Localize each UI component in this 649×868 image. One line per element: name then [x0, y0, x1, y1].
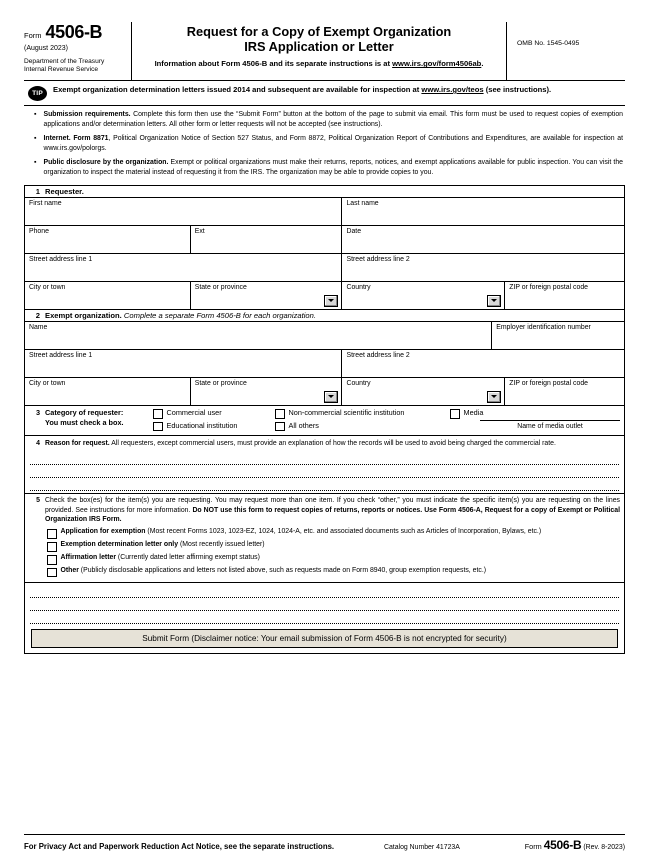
checkbox-desc-affirmation-letter: (Currently dated letter affirming exempt status) — [116, 554, 260, 562]
requester-street-row — [25, 254, 624, 282]
section-5-items — [25, 494, 624, 528]
checkbox-educational-institution[interactable] — [153, 421, 275, 432]
checkbox-icon[interactable] — [47, 529, 57, 539]
requester-state-field[interactable] — [191, 282, 343, 309]
checkbox-icon[interactable] — [47, 555, 57, 565]
section-5-text-bold: Do NOT use this form to request copies of returns, reports or notices. Use Form 4506-A, Request for a copy of Exempt or Political Organization IRS Form. — [45, 506, 620, 524]
checkbox-application-for-exemption[interactable] — [25, 527, 624, 540]
requester-state-dropdown[interactable] — [324, 295, 338, 307]
requester-city-label: City or town — [29, 283, 66, 291]
form-word-label: Form — [24, 31, 42, 40]
section-2-title-bold: Exempt organization. — [45, 311, 122, 321]
checkbox-all-others[interactable] — [275, 421, 450, 432]
org-name-field[interactable] — [25, 322, 492, 349]
bullet-body-0: Complete this form then use the “Submit Form” button at the bottom of the page to submit via email. This form must be used to request copies of exemption applications and/or determination letters. All other form or letter requests will not be accepted (see instructions). — [43, 111, 623, 128]
checkbox-noncommercial-scientific[interactable] — [275, 408, 450, 419]
org-street2-field[interactable] — [342, 350, 624, 377]
requester-phone-label: Phone — [29, 227, 49, 235]
form-header — [24, 22, 625, 81]
section-4-dotted-line[interactable] — [30, 478, 619, 491]
header-subtitle — [138, 59, 500, 68]
requester-date-field[interactable] — [342, 226, 624, 253]
checkbox-commercial-user[interactable] — [153, 408, 275, 419]
section-1-heading — [25, 186, 624, 198]
org-country-label: Country — [346, 379, 371, 387]
form-body — [24, 185, 625, 654]
section-4-text: All requesters, except commercial users, must provide an explanation of how the records will be used to avoid being charged the commercial rate. — [109, 439, 556, 447]
checkbox-icon[interactable] — [47, 542, 57, 552]
checkbox-icon[interactable] — [153, 422, 163, 432]
form-number: 4506-B — [45, 22, 103, 42]
org-name-label: Name — [29, 323, 48, 331]
catalog-number: Catalog Number 41723A — [384, 844, 460, 851]
bullet-body-2: Exempt or political organizations must make their returns, reports, notices, and exempt applications available for public inspection. You can visit the organization to inspect the material instead of requesting it from the IRS. The organization may be able to provide copies to you. — [43, 159, 623, 176]
checkbox-media[interactable] — [450, 408, 483, 419]
org-state-field[interactable] — [191, 378, 343, 405]
requester-first-name-field[interactable] — [25, 198, 342, 225]
org-street1-label: Street address line 1 — [29, 351, 93, 359]
checkbox-icon[interactable] — [450, 409, 460, 419]
org-city-row — [25, 378, 624, 406]
header-subtitle-prefix: Information about Form 4506-B and its separate instructions is at — [154, 59, 393, 69]
requester-last-name-label: Last name — [346, 199, 379, 207]
checkbox-affirmation-letter[interactable] — [25, 553, 624, 566]
section-5-dotted-line[interactable] — [30, 585, 619, 598]
bullet-dot-icon: ▪ — [34, 135, 37, 143]
omb-number: OMB No. 1545-0495 — [517, 40, 580, 47]
section-1-number: 1 — [35, 187, 40, 197]
instructions-bullets — [24, 106, 625, 180]
section-4-dotted-line[interactable] — [30, 465, 619, 478]
section-3-option-row-1 — [153, 408, 624, 421]
bullet-dot-icon: ▪ — [34, 111, 37, 118]
checkbox-desc-application-for-exemption: (Most recent Forms 1023, 1023-EZ, 1024, 1024-A, etc. and associated documents such as Articles of Incorporation, Bylaws, etc.) — [145, 528, 542, 536]
tip-callout — [24, 81, 625, 106]
checkbox-label-educational-institution: Educational institution — [166, 420, 238, 430]
bullet-lead-0: Submission requirements. — [43, 111, 131, 118]
chevron-down-icon — [328, 395, 334, 398]
tip-text-suffix: (see instructions). — [483, 85, 552, 94]
section-2-title-italic: Complete a separate Form 4506-B for each organization. — [121, 311, 316, 321]
chevron-down-icon — [328, 299, 334, 302]
bullet-body-1: , Political Organization Notice of Section 527 Status, and Form 8872, Political Organization Report of Contributions and Expenditures, are available for inspection at www.irs.gov/polorgs. — [43, 135, 623, 152]
org-ein-field[interactable] — [492, 322, 624, 349]
requester-country-field[interactable] — [342, 282, 505, 309]
section-4-dotted-line[interactable] — [30, 452, 619, 465]
checkbox-label-affirmation-letter: Affirmation letter — [60, 554, 117, 562]
checkbox-other[interactable] — [25, 566, 624, 579]
footer-form-word: Form — [524, 842, 542, 851]
chevron-down-icon — [491, 395, 497, 398]
privacy-act-notice: For Privacy Act and Paperwork Reduction Act Notice, see the separate instructions. — [24, 842, 335, 851]
bullet-submission-requirements — [28, 110, 623, 129]
checkbox-label-all-others: All others — [288, 420, 319, 430]
checkbox-label-media: Media — [463, 408, 484, 418]
requester-country-dropdown[interactable] — [487, 295, 501, 307]
requester-contact-row — [25, 226, 624, 254]
org-city-label: City or town — [29, 379, 66, 387]
section-3-label-line1: Category of requester: — [45, 408, 124, 418]
checkbox-label-application-for-exemption: Application for exemption — [60, 528, 146, 536]
bullet-dot-icon: ▪ — [34, 159, 37, 167]
section-4-reason — [25, 436, 624, 451]
section-5-write-in-area[interactable] — [25, 583, 624, 625]
department-line-2: Internal Revenue Service — [24, 66, 99, 74]
requester-city-field[interactable] — [25, 282, 191, 309]
bullet-internet — [28, 134, 623, 153]
form-page — [0, 22, 649, 868]
checkbox-label-commercial-user: Commercial user — [166, 408, 222, 418]
requester-ext-label: Ext — [194, 227, 205, 235]
checkbox-determination-letter-only[interactable] — [25, 540, 624, 553]
section-4-lead: Reason for request. — [45, 439, 110, 447]
chevron-down-icon — [491, 299, 497, 302]
teos-link[interactable]: www.irs.gov/teos — [421, 85, 484, 94]
requester-city-row — [25, 282, 624, 310]
org-state-label: State or province — [194, 379, 247, 387]
checkbox-label-determination-letter-only: Exemption determination letter only — [60, 541, 179, 549]
section-5-dotted-line[interactable] — [30, 611, 619, 624]
org-street2-label: Street address line 2 — [346, 351, 410, 359]
section-5-checkbox-list — [25, 527, 624, 582]
org-city-field[interactable] — [25, 378, 191, 405]
section-5-dotted-line[interactable] — [30, 598, 619, 611]
org-zip-field[interactable] — [505, 378, 624, 405]
requester-phone-field[interactable] — [25, 226, 191, 253]
section-4-number: 4 — [36, 439, 40, 447]
requester-street2-label: Street address line 2 — [346, 255, 410, 263]
requester-last-name-field[interactable] — [342, 198, 624, 225]
org-country-dropdown[interactable] — [487, 391, 501, 403]
section-3-number: 3 — [35, 408, 40, 418]
requester-name-row — [25, 198, 624, 226]
tip-icon: TIP — [28, 86, 47, 101]
department-block — [24, 58, 126, 74]
section-2-number: 2 — [35, 311, 40, 321]
page-title-line-1: Request for a Copy of Exempt Organization — [186, 24, 452, 39]
requester-street1-label: Street address line 1 — [29, 255, 93, 263]
org-ein-label: Employer identification number — [496, 323, 591, 331]
bullet-public-disclosure — [28, 158, 623, 177]
checkbox-icon[interactable] — [153, 409, 163, 419]
header-subtitle-suffix: . — [481, 59, 484, 69]
checkbox-icon[interactable] — [275, 422, 285, 432]
section-3-options — [153, 408, 624, 433]
irs-form-link[interactable]: www.irs.gov/form4506ab — [392, 59, 482, 69]
section-3-label-line2: You must check a box. — [45, 417, 124, 427]
requester-country-label: Country — [346, 283, 371, 291]
tip-text — [53, 85, 551, 95]
section-3-category — [25, 406, 624, 436]
requester-zip-label: ZIP or foreign postal code — [509, 283, 588, 291]
bullet-lead-2: Public disclosure by the organization. — [43, 159, 169, 167]
requester-ext-field[interactable] — [191, 226, 343, 253]
section-4-write-in-area[interactable] — [25, 451, 624, 493]
requester-zip-field[interactable] — [505, 282, 624, 309]
requester-first-name-label: First name — [29, 199, 62, 207]
requester-state-label: State or province — [194, 283, 247, 291]
submit-area — [25, 625, 624, 653]
checkbox-desc-determination-letter-only: (Most recently issued letter) — [178, 541, 265, 549]
checkbox-icon[interactable] — [275, 409, 285, 419]
requester-street1-field[interactable] — [25, 254, 342, 281]
form-revision-date: (August 2023) — [24, 45, 68, 52]
header-form-identity — [24, 22, 132, 80]
org-country-field[interactable] — [342, 378, 505, 405]
department-line-1: Department of the Treasury — [24, 58, 105, 65]
checkbox-label-noncommercial-scientific: Non-commercial scientific institution — [288, 408, 405, 418]
page-title-line-2: IRS Application or Letter — [244, 39, 394, 55]
checkbox-icon[interactable] — [47, 568, 57, 578]
section-5-text-1: Check the box(es) for the item(s) you are requesting. You may request more than one item. If you check “other,” you must indicate the specific item(s) you are requesting on the lines provided. See instructions for more information. — [45, 497, 620, 514]
section-1-title: Requester. — [45, 187, 84, 197]
checkbox-label-other: Other — [60, 566, 79, 574]
submit-form-button[interactable]: Submit Form (Disclaimer notice: Your email submission of Form 4506-B is not encrypted for security) — [31, 629, 618, 648]
media-outlet-label: Name of media outlet — [480, 420, 620, 430]
section-2-title — [45, 311, 316, 320]
section-3-label — [45, 408, 153, 433]
section-5-number: 5 — [36, 497, 40, 505]
bullet-lead-1: Internet. Form 8871 — [43, 135, 109, 143]
org-street-row — [25, 350, 624, 378]
header-title-block — [132, 22, 507, 80]
requester-date-label: Date — [346, 227, 362, 235]
requester-street2-field[interactable] — [342, 254, 624, 281]
org-zip-label: ZIP or foreign postal code — [509, 379, 588, 387]
org-street1-field[interactable] — [25, 350, 342, 377]
footer-form-number: 4506-B — [543, 838, 582, 852]
form-footer — [24, 834, 625, 852]
tip-text-prefix: Exempt organization determination letters issued 2014 and subsequent are available for inspection at — [53, 85, 422, 94]
org-state-dropdown[interactable] — [324, 391, 338, 403]
checkbox-desc-other: (Publicly disclosable applications and letters not listed above, such as requests made on Form 8940, group exemption requests, etc.) — [78, 566, 487, 574]
org-name-row — [25, 322, 624, 350]
footer-form-revision: (Rev. 8-2023) — [583, 844, 625, 851]
footer-form-identity — [525, 838, 625, 852]
section-2-heading — [25, 310, 624, 322]
